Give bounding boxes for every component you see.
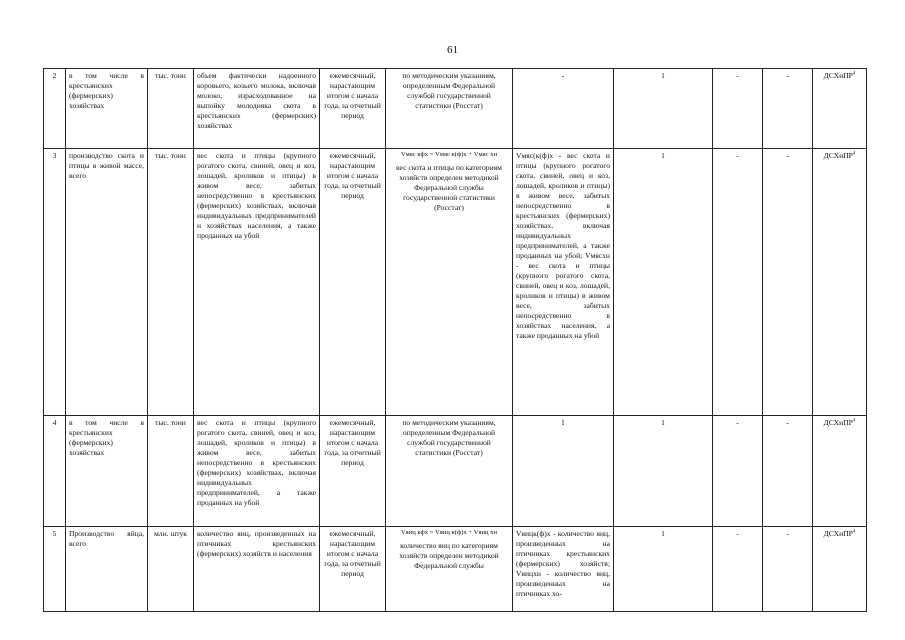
row-number: 2 [44,69,66,149]
indicator-definition: объем фактически надоенного коровьего, козьего молока, включая молоко, израсходованное на выпойку молодняка скота в крестьянских (фермерских) хозяйствах [194,69,320,149]
variables-description: I [513,416,614,527]
variables-description: - [513,69,614,149]
column-7-value: 1 [614,527,713,612]
indicator-name: производство скота и птицы в живой массе, всего [66,149,148,416]
indicator-definition: вес скота и птицы (крупного рогатого скота, свиней, овец и коз, лошадей, кроликов и птицы) в живом весе, забитых непосредственно в крестьянских (фермерских) хозяйствах, включая индивидуальных предпринимателей, а также проданных на убой [194,416,320,527]
variables-description: Vяицк(ф)х - количество яиц, произведенных на птичниках крестьянских (фермерских) хозяйств; Vяицхн - количество яиц, произведенных на птичниках хо- [513,527,614,612]
column-8-value: - [713,149,763,416]
column-7-value: 1 [614,149,713,416]
periodicity: ежемесячный, нарастающим итогом с начала года, за отчетный период [320,527,386,612]
data-source [813,149,867,416]
source-text: ДСХиПР [823,418,853,427]
column-9-value: - [763,527,813,612]
data-source [813,527,867,612]
variables-description: Vмяс(к(ф)х - вес скота и птицы (крупного рогатого скота, свиней, овец и коз, лошадей, кроликов и птицы) в живом весе, забитых непосредственно в крестьянских (фермерских) хозяйствах, включая индивидуальных предпринимателей, а также проданных на убой; Vмясхн - вес скота и птицы (крупного рогатого скота, свиней, овец и коз, лошадей, кроликов и птицы) в живом весе, забитых непосредственно в хозяйствах населения, а также проданных на убой [513,149,614,416]
calculation-method [386,416,513,527]
periodicity: ежемесячный, нарастающим итогом с начала года, за отчетный период [320,69,386,149]
table-row [44,149,867,416]
periodicity: ежемесячный, нарастающим итогом с начала года, за отчетный период [320,416,386,527]
unit: тыс. тонн [148,69,194,149]
data-source [813,416,867,527]
column-9-value: - [763,69,813,149]
footnote-mark: 4 [852,529,856,535]
periodicity: ежемесячный, нарастающим итогом с начала года, за отчетный период [320,149,386,416]
method-text: по методическим указаниям, определенным Федеральной службой государственной статистики (Росстат) [402,418,496,458]
table-row [44,416,867,527]
footnote-mark: 4 [852,418,856,424]
indicator-definition: вес скота и птицы (крупного рогатого скота, свиней, овец и коз, лошадей, кроликов и птицы) в живом весе, забитых непосредственно в крестьянских (фермерских) хозяйствах, включая индивидуальных предпринимателей и хозяйствах населения, а также проданных на убой [194,149,320,416]
method-text: количество яиц по категориям хозяйств определен методикой Федеральной службы [399,540,499,570]
meat-formula: Vмяс кфх = Vмяс к(ф)х + Vмяс хн [400,151,498,158]
indicator-name: в том числе в крестьянских (фермерских) хозяйствах [66,416,148,527]
footnote-mark: 4 [852,71,856,77]
unit: тыс. тонн [148,149,194,416]
row-number: 4 [44,416,66,527]
indicator-definition: количество яиц, произведенных на птичниках крестьянских (фермерских) хозяйств и населения [194,527,320,612]
indicator-name: в том числе в крестьянских (фермерских) хозяйствах [66,69,148,149]
method-text: по методическим указаниям, определенным Федеральной службой государственной статистики (Росстат) [402,71,496,111]
page-number: 61 [447,44,458,56]
column-8-value: - [713,527,763,612]
unit: тыс. тонн [148,416,194,527]
table-row [44,69,867,149]
calculation-method [386,69,513,149]
data-source [813,69,867,149]
eggs-formula: Vяиц кфх = Vяиц к(ф)х + Vяиц хн [400,529,498,536]
indicators-table [43,68,867,612]
source-text: ДСХиПР [823,71,853,80]
calculation-method [386,527,513,612]
row-number: 5 [44,527,66,612]
table-row [44,527,867,612]
column-8-value: - [713,416,763,527]
calculation-method [386,149,513,416]
indicator-name: Производство яйца, всего [66,527,148,612]
source-text: ДСХиПР [823,529,853,538]
column-9-value: - [763,149,813,416]
source-text: ДСХиПР [823,151,853,160]
column-9-value: - [763,416,813,527]
method-text: вес скота и птицы по категориям хозяйств определен методикой Федеральной службы государственной статистики (Росстат) [396,162,502,212]
column-7-value: 1 [614,416,713,527]
unit: млн. штук [148,527,194,612]
column-7-value: 1 [614,69,713,149]
footnote-mark: 4 [852,151,856,157]
row-number: 3 [44,149,66,416]
column-8-value: - [713,69,763,149]
